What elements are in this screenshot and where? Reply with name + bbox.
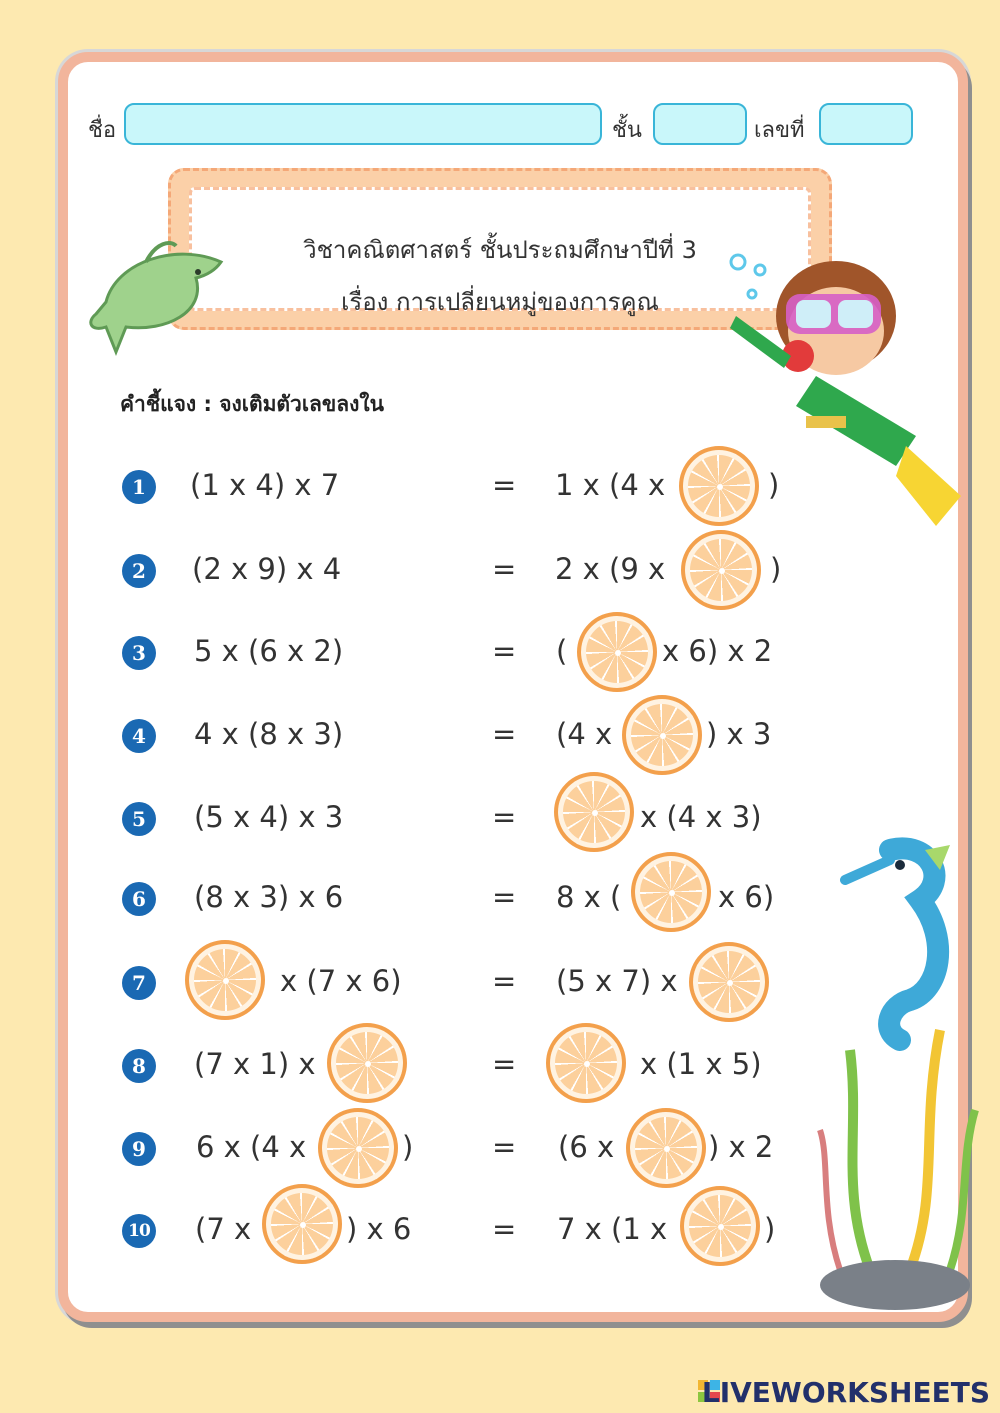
left-expression: 5 x (6 x 2) (194, 634, 344, 668)
left-expression-part: 6 x (4 x (196, 1130, 307, 1164)
left-expression-part: ) (402, 1130, 414, 1164)
problem-row (0, 944, 1000, 1026)
equals-sign: = (492, 800, 517, 834)
answer-slot-orange[interactable] (262, 1184, 342, 1264)
problem-row (0, 1027, 1000, 1109)
right-expression-part: 7 x (1 x (557, 1212, 668, 1246)
problem-number-badge: 5 (122, 802, 156, 836)
problem-row (0, 697, 1000, 779)
problem-row (0, 614, 1000, 696)
answer-slot-orange[interactable] (546, 1023, 626, 1103)
problem-number-badge: 4 (122, 719, 156, 753)
problem-row (0, 1110, 1000, 1192)
right-expression-part: ) x 2 (708, 1130, 774, 1164)
left-expression-part: (7 x (195, 1212, 252, 1246)
equals-sign: = (492, 964, 517, 998)
problem-number-badge: 10 (122, 1214, 156, 1248)
right-expression-part: ) (770, 552, 782, 586)
problem-row (0, 780, 1000, 862)
answer-slot-orange[interactable] (577, 612, 657, 692)
problem-number-badge: 9 (122, 1132, 156, 1166)
right-expression-part: 8 x ( (556, 880, 622, 914)
answer-slot-orange[interactable] (631, 852, 711, 932)
right-expression-part: x 6) (718, 880, 775, 914)
left-expression-part: ) x 6 (346, 1212, 412, 1246)
class-input[interactable] (653, 103, 747, 145)
equals-sign: = (492, 634, 517, 668)
equals-sign: = (492, 880, 517, 914)
equals-sign: = (492, 1047, 517, 1081)
equals-sign: = (492, 1212, 517, 1246)
equals-sign: = (492, 552, 517, 586)
answer-slot-orange[interactable] (185, 940, 265, 1020)
right-expression-part: x 6) x 2 (662, 634, 773, 668)
subject-title: วิชาคณิตศาสตร์ ชั้นประถมศึกษาปีที่ 3 (303, 236, 697, 264)
problem-row (0, 448, 1000, 530)
number-label: เลขที่ (754, 118, 805, 143)
right-expression-part: x (4 x 3) (640, 800, 762, 834)
left-expression: (8 x 3) x 6 (194, 880, 344, 914)
right-expression-part: 1 x (4 x (555, 468, 666, 502)
right-expression-part: (5 x 7) x (556, 964, 678, 998)
answer-slot-orange[interactable] (680, 1186, 760, 1266)
answer-slot-orange[interactable] (318, 1108, 398, 1188)
answer-slot-orange[interactable] (689, 942, 769, 1022)
student-number-input[interactable] (819, 103, 913, 145)
name-input[interactable] (124, 103, 602, 145)
equals-sign: = (492, 717, 517, 751)
problem-row (0, 532, 1000, 614)
topic-title: เรื่อง การเปลี่ยนหมู่ของการคูณ (341, 288, 659, 316)
problem-number-badge: 8 (122, 1049, 156, 1083)
problem-number-badge: 7 (122, 966, 156, 1000)
name-label: ชื่อ (88, 118, 117, 143)
right-expression-part: ) x 3 (706, 717, 772, 751)
left-expression: (2 x 9) x 4 (192, 552, 342, 586)
equals-sign: = (492, 468, 517, 502)
answer-slot-orange[interactable] (681, 530, 761, 610)
equals-sign: = (492, 1130, 517, 1164)
class-label: ชั้น (612, 118, 642, 143)
left-expression-part: x (7 x 6) (280, 964, 402, 998)
answer-slot-orange[interactable] (679, 446, 759, 526)
answer-slot-orange[interactable] (554, 772, 634, 852)
right-expression-part: ( (556, 634, 568, 668)
liveworksheets-logo-text: LIVEWORKSHEETS (701, 1376, 990, 1409)
right-expression-part: x (1 x 5) (640, 1047, 762, 1081)
answer-slot-orange[interactable] (622, 695, 702, 775)
answer-slot-orange[interactable] (626, 1108, 706, 1188)
right-expression-part: (6 x (558, 1130, 615, 1164)
problem-number-badge: 2 (122, 554, 156, 588)
left-expression: 4 x (8 x 3) (194, 717, 344, 751)
left-expression-part: (7 x 1) x (194, 1047, 316, 1081)
right-expression-part: ) (764, 1212, 776, 1246)
dolphin-illustration (86, 232, 236, 362)
problem-number-badge: 6 (122, 882, 156, 916)
instruction-text: คำชี้แจง : จงเติมตัวเลขลงใน (120, 392, 384, 416)
answer-slot-orange[interactable] (327, 1023, 407, 1103)
left-expression: (1 x 4) x 7 (190, 468, 340, 502)
right-expression-part: 2 x (9 x (555, 552, 666, 586)
problem-number-badge: 1 (122, 470, 156, 504)
left-expression: (5 x 4) x 3 (194, 800, 344, 834)
right-expression-part: (4 x (556, 717, 613, 751)
problem-row (0, 860, 1000, 942)
problem-number-badge: 3 (122, 636, 156, 670)
right-expression-part: ) (768, 468, 780, 502)
problem-row (0, 1192, 1000, 1274)
